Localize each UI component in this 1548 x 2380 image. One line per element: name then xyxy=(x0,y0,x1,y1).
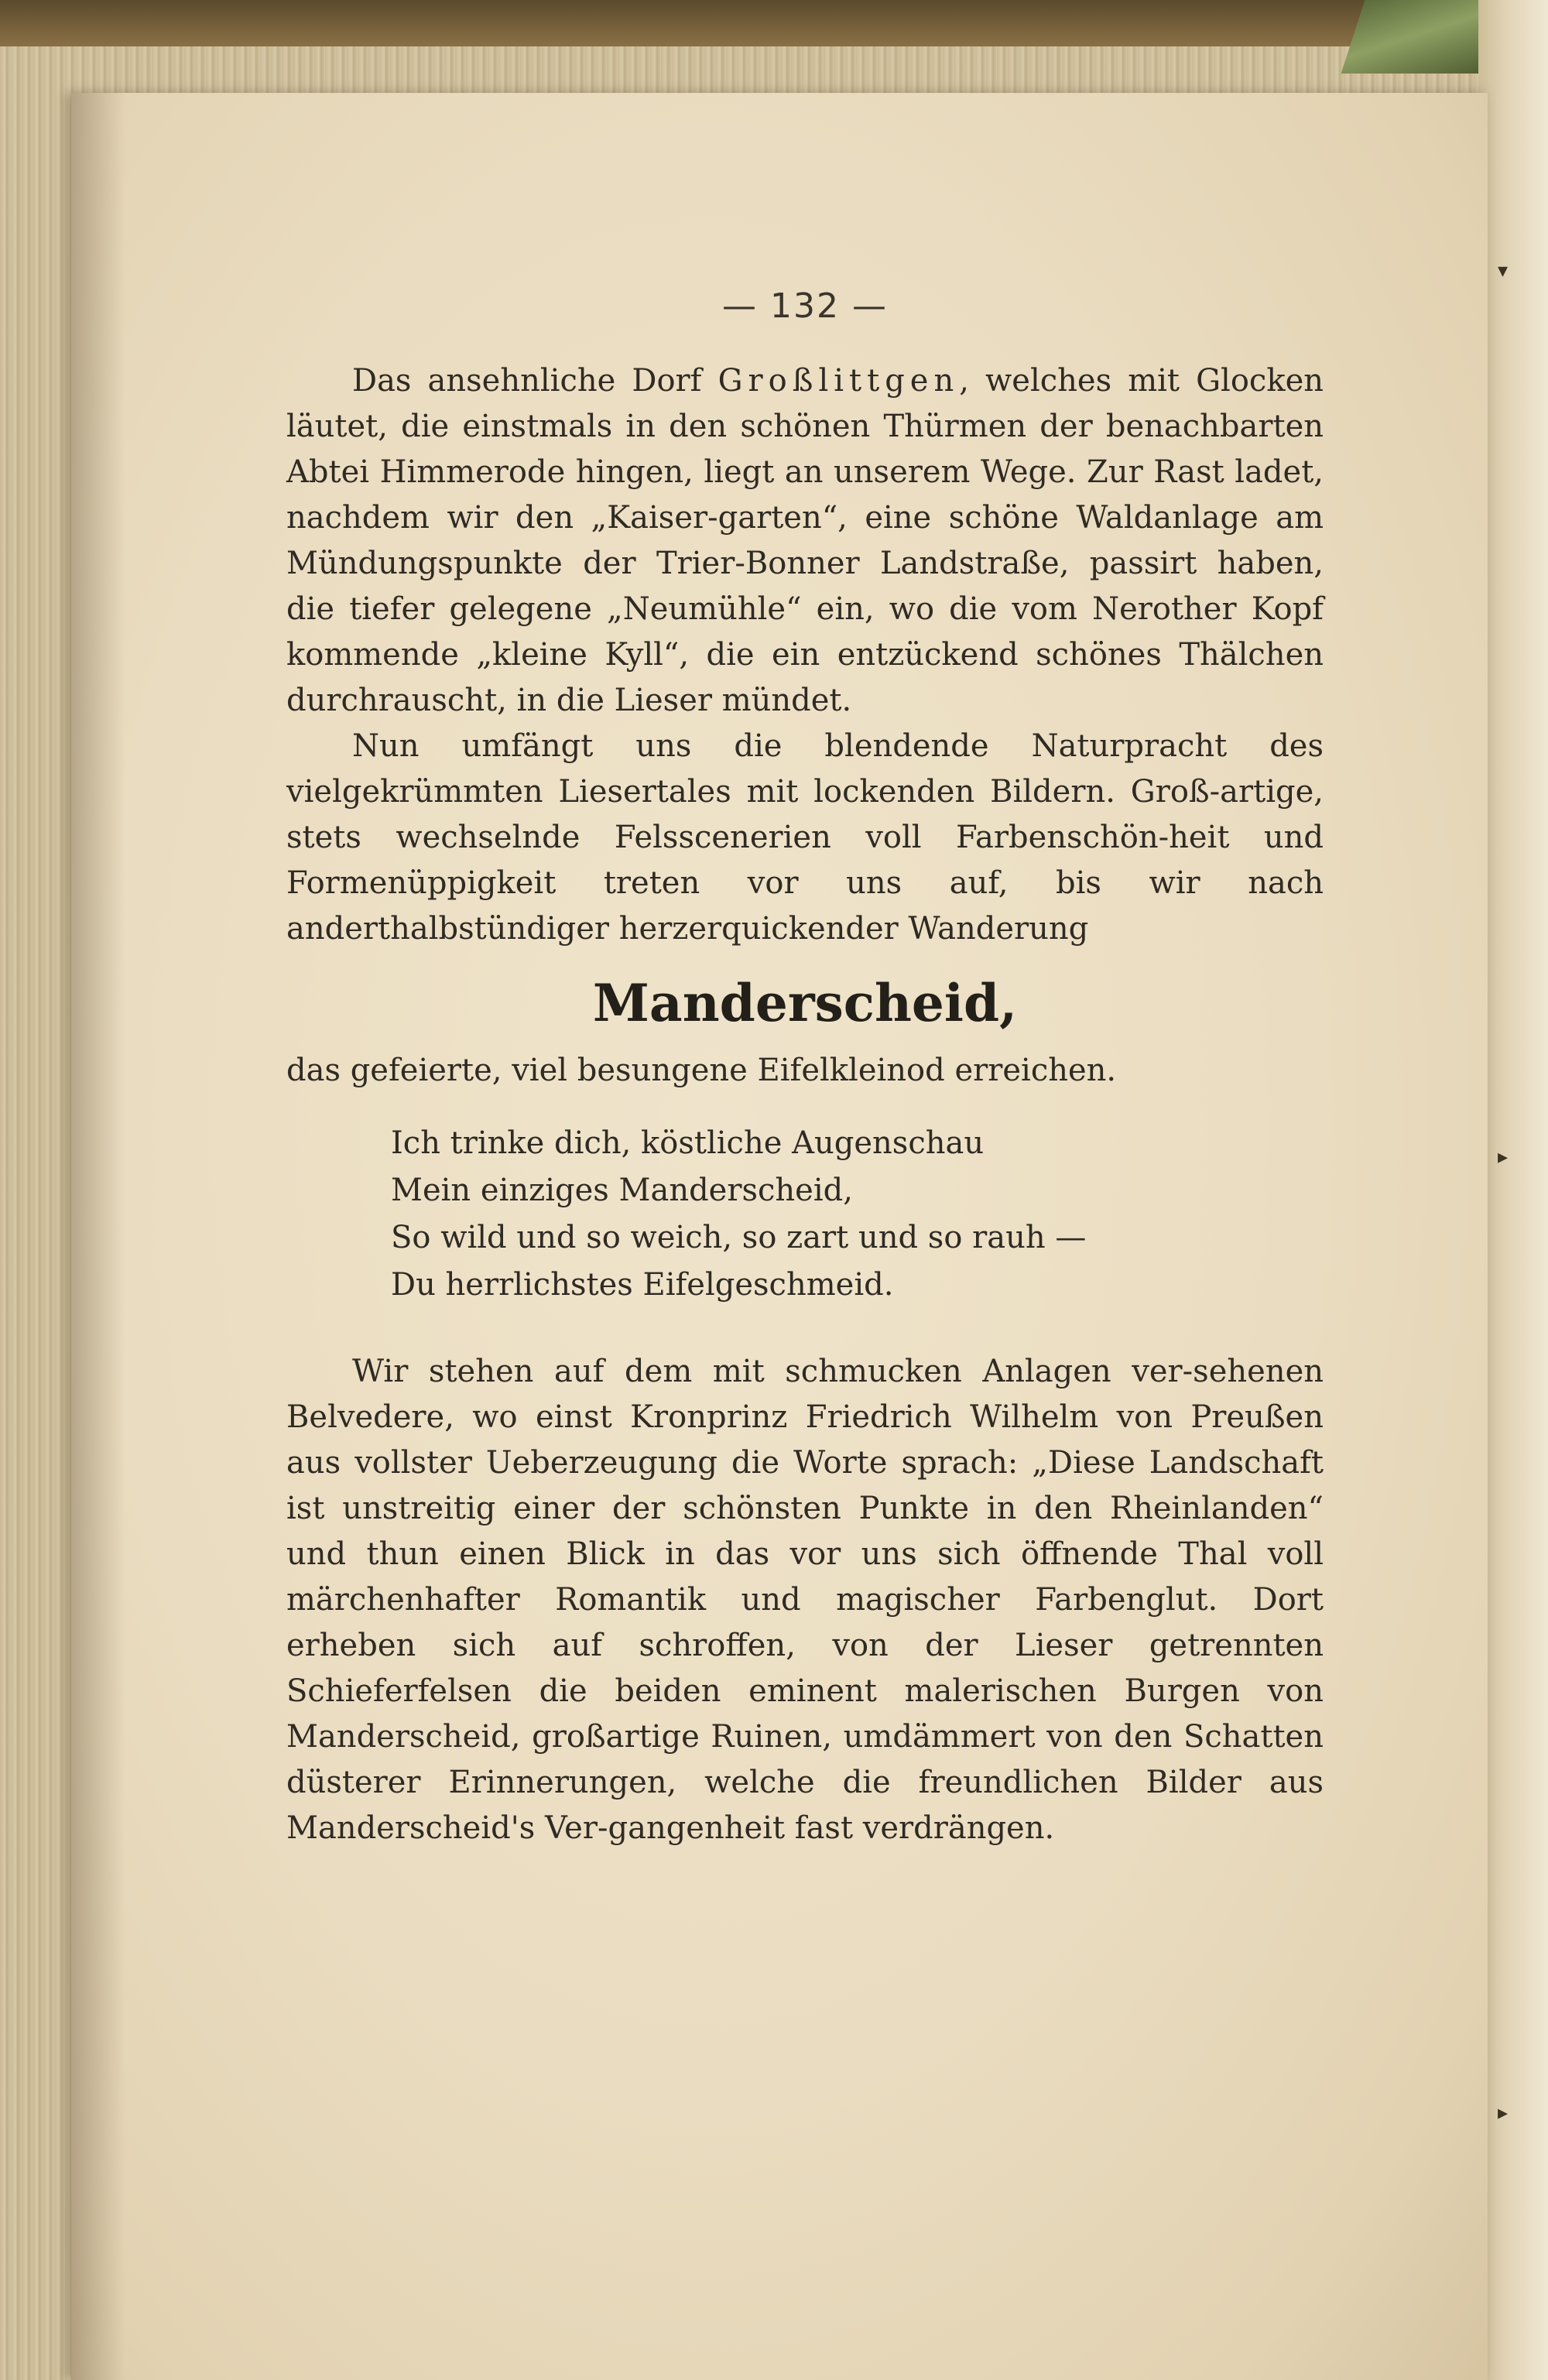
paragraph-eifelkleinod: das gefeierte, viel besungene Eifelkleinod erreichen. xyxy=(286,1053,1117,1088)
edge-tick-mark: ▾ xyxy=(1497,259,1508,283)
page-number: — 132 — xyxy=(722,286,888,326)
page-fore-edge xyxy=(1478,0,1548,2380)
heading-manderscheid: Manderscheid, xyxy=(592,973,1018,1033)
page-text xyxy=(286,286,1324,1851)
paragraph-lead: Das ansehnliche Dorf xyxy=(352,363,718,399)
poem-line: So wild und so weich, so zart und so rauh — xyxy=(391,1220,1087,1255)
paragraph-liesertal: Nun umfängt uns die blendende Naturpracht des vielgekrümmten Liesertales mit lockenden Bildern. Groß-artige, stets wechselnde Felsscenerien voll Farbenschön-heit und Formenüppigkeit treten vor uns auf, bis wir nach anderthalbstündiger herzerquickender Wanderung xyxy=(286,728,1324,947)
poem-line: Mein einziges Manderscheid, xyxy=(391,1173,853,1208)
edge-tick-mark: ▸ xyxy=(1497,2101,1508,2125)
paragraph-grosslittgen xyxy=(286,358,1324,724)
edge-tick-mark: ▸ xyxy=(1497,1145,1508,1169)
paragraph-rest: , welches mit Glocken läutet, die einstmals in den schönen Thürmen der benachbarten Abtei Himmerode hingen, liegt an unserem Wege. Zur Rast ladet, nachdem wir den „Kaiser-garten“, eine schöne Waldanlage am Mündungspunkte der Trier-Bonner Landstraße, passirt haben, die tiefer gelegene „Neumühle“ ein, wo die vom Nerother Kopf kommende „kleine Kyll“, die ein entzückend schönes Thälchen durchrauscht, in die Lieser mündet. xyxy=(286,363,1324,718)
paragraph-belvedere: Wir stehen auf dem mit schmucken Anlagen ver-sehenen Belvedere, wo einst Kronprinz Friedrich Wilhelm von Preußen aus vollster Ueberzeugung die Worte sprach: „Diese Landschaft ist unstreitig einer der schönsten Punkte in den Rheinlanden“ und thun einen Blick in das vor uns sich öffnende Thal voll märchenhafter Romantik und magischer Farbenglut. Dort erheben sich auf schroffen, von der Lieser getrennten Schieferfelsen die beiden eminent malerischen Burgen von Manderscheid, großartige Ruinen, umdämmert von den Schatten düsterer Erinnerungen, welche die freundlichen Bilder aus Manderscheid's Ver-gangenheit fast verdrängen. xyxy=(286,1354,1324,1846)
poem-line: Ich trinke dich, köstliche Augenschau xyxy=(391,1125,985,1161)
gutter-shadow xyxy=(71,93,125,2380)
poem-line: Du herrlichstes Eifelgeschmeid. xyxy=(391,1267,894,1303)
spaced-place-name: Großlittgen xyxy=(717,363,960,399)
poem xyxy=(391,1120,1324,1309)
